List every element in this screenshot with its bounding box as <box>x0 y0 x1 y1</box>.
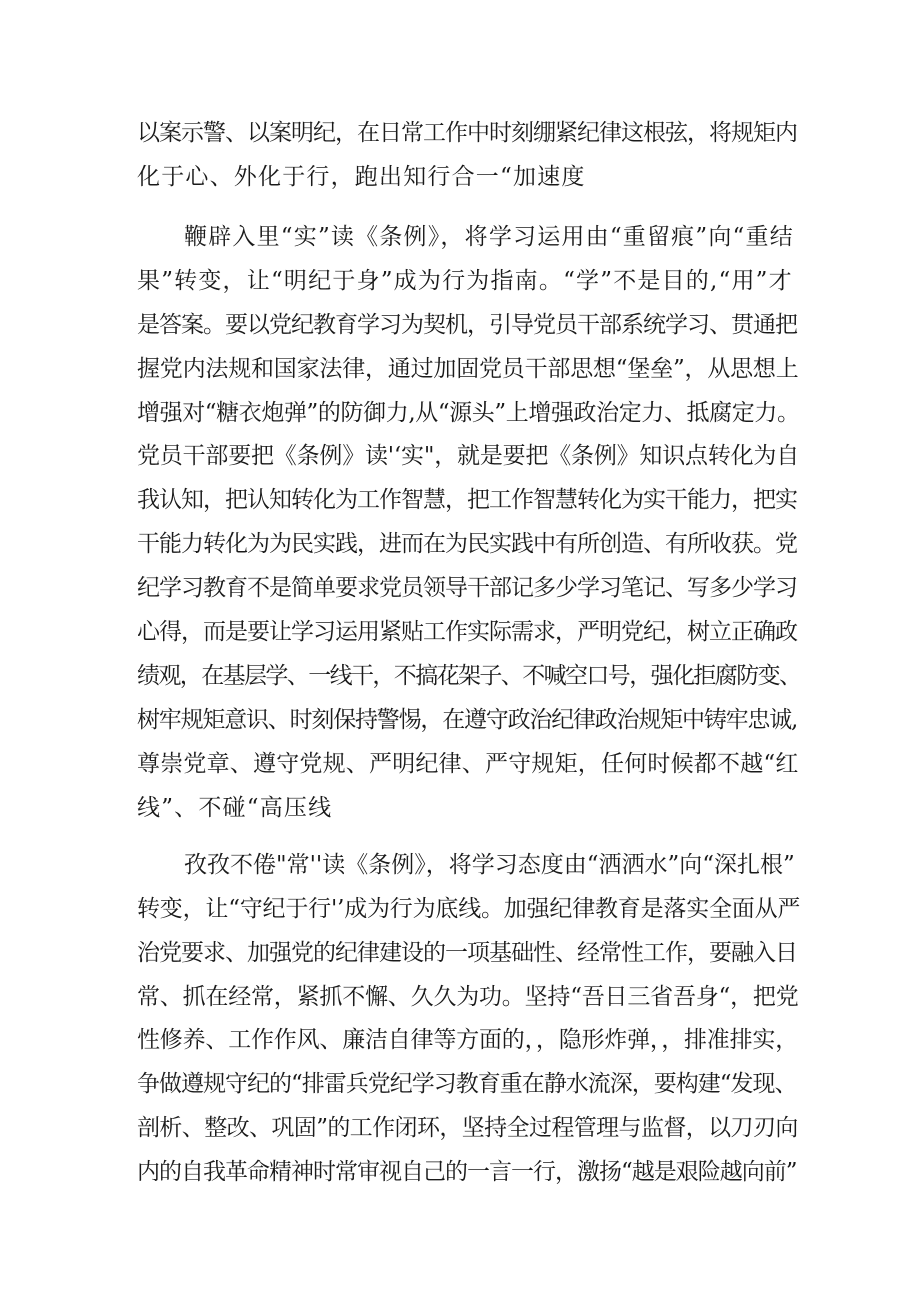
paragraph-3-line-7: 剖析、整改、巩固”的工作闭环，坚持全过程管理与监督，以刀刃向 <box>137 1115 798 1141</box>
paragraph-2-line-1: 鞭辟入里“实”读《条例》，将学习运用由“重留痕”向“重结 <box>184 224 794 250</box>
paragraph-2-line-12: 树牢规矩意识、时刻保持警惕，在遵守政治纪律政治规矩中铸牢忠诚, <box>137 707 798 733</box>
paragraph-2-line-11: 绩观，在基层学、一线干，不搞花架子、不喊空口号，强化拒腐防变、 <box>137 663 801 689</box>
paragraph-2-line-14: 线”、不碰“高压线 <box>137 795 333 821</box>
paragraph-1-line-1: 以案示警、以案明纪，在日常工作中时刻绷紧纪律这根弦，将规矩内 <box>137 120 797 146</box>
paragraph-2-line-6: 党员干部要把《条例》读'‘实"，就是要把《条例》知识点转化为自 <box>137 443 800 469</box>
paragraph-2-line-3: 是答案。要以党纪教育学习为契机，引导党员干部系统学习、贯通把 <box>137 312 797 338</box>
paragraph-3-line-5: 性修养、工作作风、廉洁自律等方面的，，隐形炸弹，，排准排实， <box>137 1027 799 1053</box>
paragraph-2-line-2: 果”转变，让“明纪于身”成为行为指南。“学”不是目的,“用”才 <box>137 268 793 294</box>
paragraph-3-line-2: 转变，让“守纪于行'’成为行为底线。加强纪律教育是落实全面从严 <box>137 896 801 922</box>
paragraph-2-line-13: 尊崇党章、遵守党规、严明纪律、严守规矩，任何时候都不越“红 <box>137 751 799 777</box>
paragraph-2-line-9: 纪学习教育不是简单要求党员领导干部记多少学习笔记、写多少学习 <box>137 575 797 601</box>
paragraph-3-line-3: 治党要求、加强党的纪律建设的一项基础性、经常性工作，要融入日 <box>137 940 797 966</box>
paragraph-2-line-8: 干能力转化为为民实践，进而在为民实践中有所创造、有所收获。党 <box>137 531 797 557</box>
paragraph-3-line-6: 争做遵规守纪的“排雷兵党纪学习教育重在静水流深，要构建“发现、 <box>137 1071 797 1097</box>
paragraph-3-line-1: 孜孜不倦"常''读《条例》，将学习态度由“洒洒水”向“深扎根” <box>184 852 795 878</box>
paragraph-1-line-2: 化于心、外化于行，跑出知行合一“加速度 <box>137 164 586 190</box>
paragraph-3-line-4: 常、抓在经常，紧抓不懈、久久为功。坚持“吾日三省吾身“，把党 <box>137 984 799 1010</box>
paragraph-3-line-8: 内的自我革命精神时常审视自己的一言一行，激扬“越是艰险越向前” <box>137 1159 797 1185</box>
paragraph-2-line-7: 我认知，把认知转化为工作智慧，把工作智慧转化为实干能力，把实 <box>137 487 797 513</box>
paragraph-2-line-4: 握党内法规和国家法律，通过加固党员干部思想“堡垒”，从思想上 <box>137 356 799 382</box>
paragraph-2-line-10: 心得，而是要让学习运用紧贴工作实际需求，严明党纪，树立正确政 <box>137 619 797 645</box>
paragraph-2-line-5: 增强对“糖衣炮弹”的防御力,从“源头”上增强政治定力、抵腐定力。 <box>137 400 800 426</box>
